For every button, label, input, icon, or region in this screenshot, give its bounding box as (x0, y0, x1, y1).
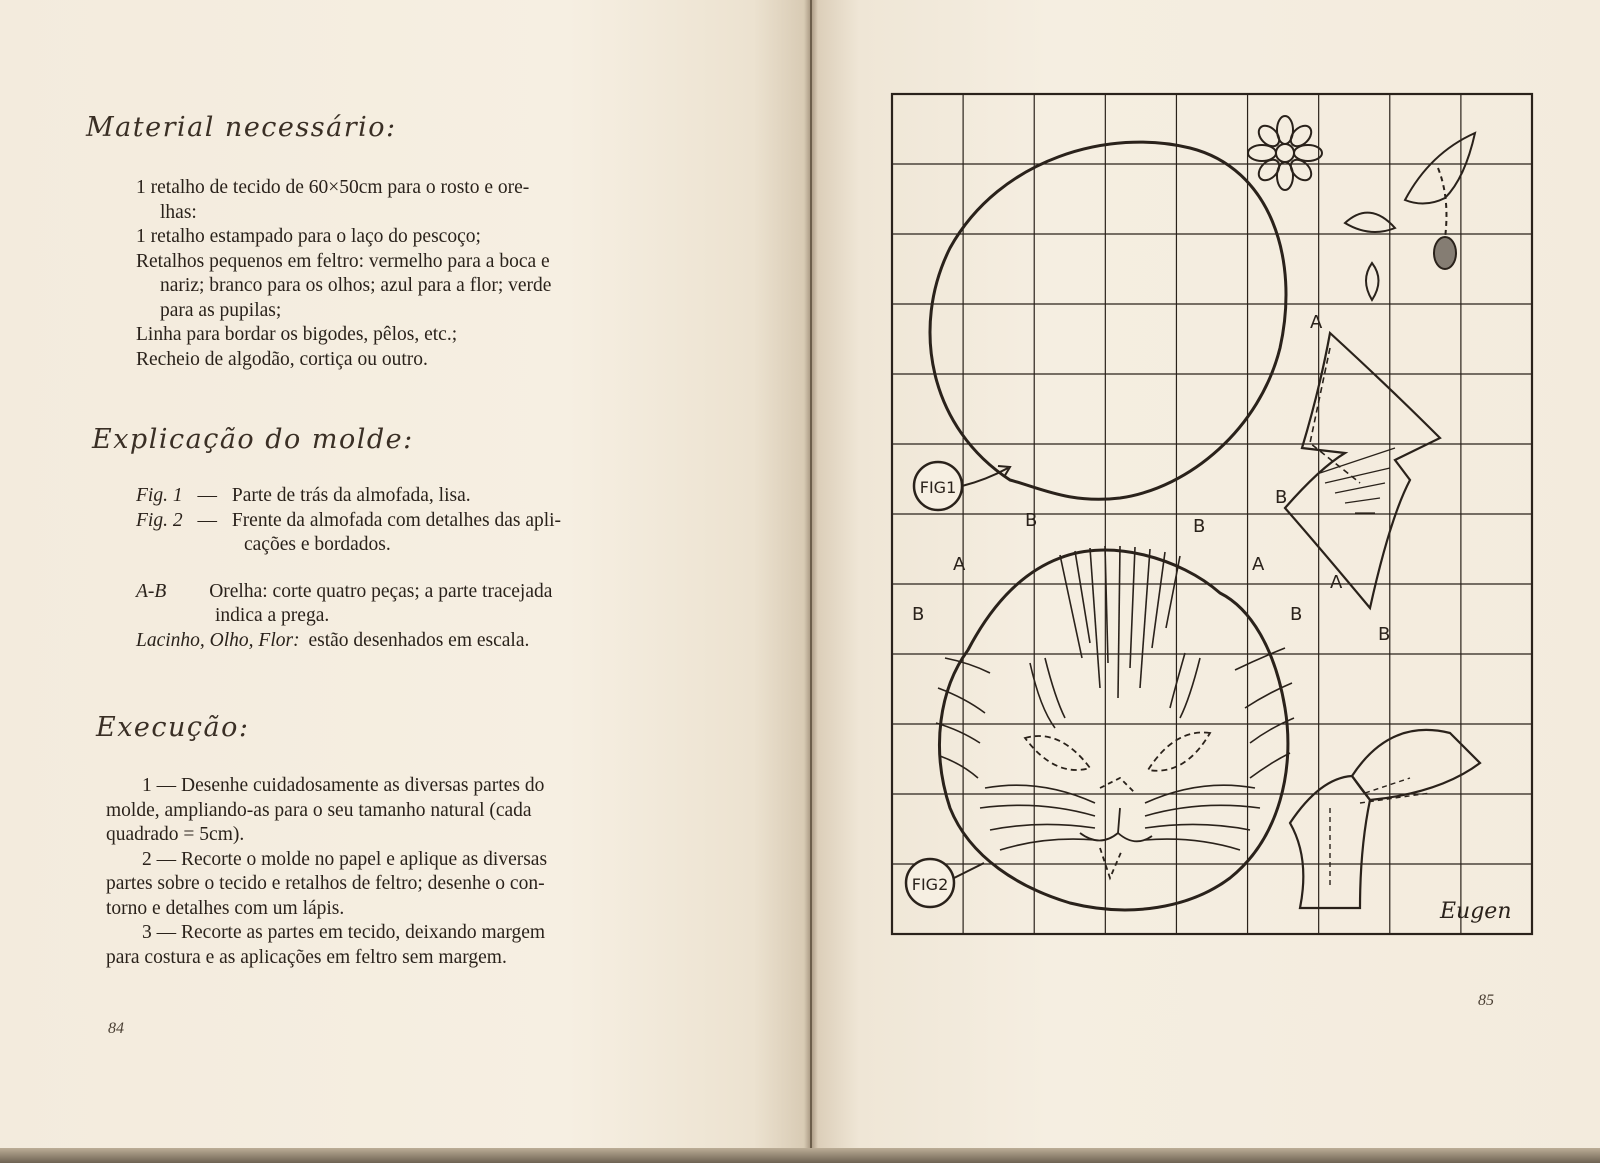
fig1-back-piece (930, 142, 1286, 499)
fig1-tag-label: FIG1 (919, 478, 957, 497)
ab-text: Orelha: corte quatro peças; a parte tracejada (209, 580, 553, 602)
material-line: Retalhos pequenos em feltro: vermelho para a boca e (136, 250, 550, 272)
ab-text-cont: indica a prega. (215, 605, 330, 626)
fig2-front-piece (940, 550, 1288, 910)
execucao-line: torno e detalhes com um lápis. (106, 897, 345, 919)
marker-b: B (1378, 624, 1391, 645)
lacinho-text: estão desenhados em escala. (308, 629, 530, 651)
material-list (136, 176, 551, 372)
execucao-line: partes sobre o tecido e retalhos de feltro; desenhe o con- (106, 873, 545, 894)
material-line: nariz; branco para os olhos; azul para a flor; verde (160, 275, 552, 296)
cheek-fur (936, 648, 1294, 778)
material-line: Recheio de algodão, cortiça ou outro. (136, 348, 428, 370)
material-line: lhas: (160, 201, 197, 223)
book-bottom-edge (0, 1148, 1600, 1163)
execucao-line: 3 — Recorte as partes em tecido, deixando margem (142, 922, 546, 943)
material-line: Linha para bordar os bigodes, pêlos, etc.; (136, 324, 458, 345)
fig2-tag-label: FIG2 (911, 875, 949, 894)
fig1-row (136, 484, 561, 509)
fig2-text: Frente da almofada com detalhes das apli- (231, 509, 562, 531)
explicacao-list (136, 484, 561, 653)
execucao-line: molde, ampliando-as para o seu tamanho natural (cada (106, 799, 532, 821)
marker-b: B (1275, 487, 1288, 508)
page-number-right: 85 (1478, 992, 1494, 1009)
fig2-row (136, 509, 561, 534)
marker-b: B (1193, 516, 1206, 537)
marker-b: B (1290, 604, 1303, 625)
marker-b: B (912, 604, 925, 625)
execucao-list (106, 774, 547, 970)
material-line: para as pupilas; (160, 299, 282, 321)
material-line: 1 retalho estampado para o laço do pescoço; (136, 226, 481, 247)
marker-a: A (1252, 554, 1265, 575)
execucao-line: para costura e as aplicações em feltro sem margem. (106, 946, 507, 968)
marker-a: A (1310, 312, 1323, 333)
fig1-label: Fig. 1 (136, 485, 183, 506)
fig1-dash: — (197, 485, 217, 506)
forehead-stripes (1060, 546, 1180, 698)
lacinho-row (136, 629, 561, 654)
ab-row (136, 580, 561, 605)
execucao-line: 2 — Recorte o molde no papel e aplique as diversas (142, 848, 548, 870)
fig1-text: Parte de trás da almofada, lisa. (231, 485, 471, 506)
fig2-tag (906, 859, 984, 907)
marker-b: B (1025, 510, 1038, 531)
material-line: 1 retalho de tecido de 60×50cm para o rosto e ore- (136, 177, 530, 198)
page-number-left: 84 (108, 1020, 124, 1037)
eye-shapes (1345, 213, 1395, 300)
material-heading: Material necessário: (86, 112, 397, 143)
lacinho-label: Lacinho, Olho, Flor: (136, 629, 300, 651)
fig2-dash: — (197, 509, 217, 531)
execucao-heading: Execução: (96, 712, 250, 743)
fig2-text-cont: cações e bordados. (244, 534, 391, 555)
marker-a: A (1330, 572, 1343, 593)
ab-label: A-B (136, 580, 167, 602)
execucao-line: quadrado = 5cm). (106, 824, 245, 845)
leaf-piece (1405, 133, 1475, 269)
eyes (1025, 732, 1210, 770)
flower-piece (1248, 116, 1322, 190)
book-gutter (804, 0, 818, 1150)
artist-signature: Eugen (1440, 899, 1512, 924)
grid (892, 94, 1532, 934)
fig2-label: Fig. 2 (136, 509, 183, 531)
marker-a: A (953, 554, 966, 575)
explicacao-heading: Explicação do molde: (92, 424, 414, 455)
pattern-drawing (890, 88, 1540, 948)
execucao-line: 1 — Desenhe cuidadosamente as diversas partes do (142, 775, 545, 796)
